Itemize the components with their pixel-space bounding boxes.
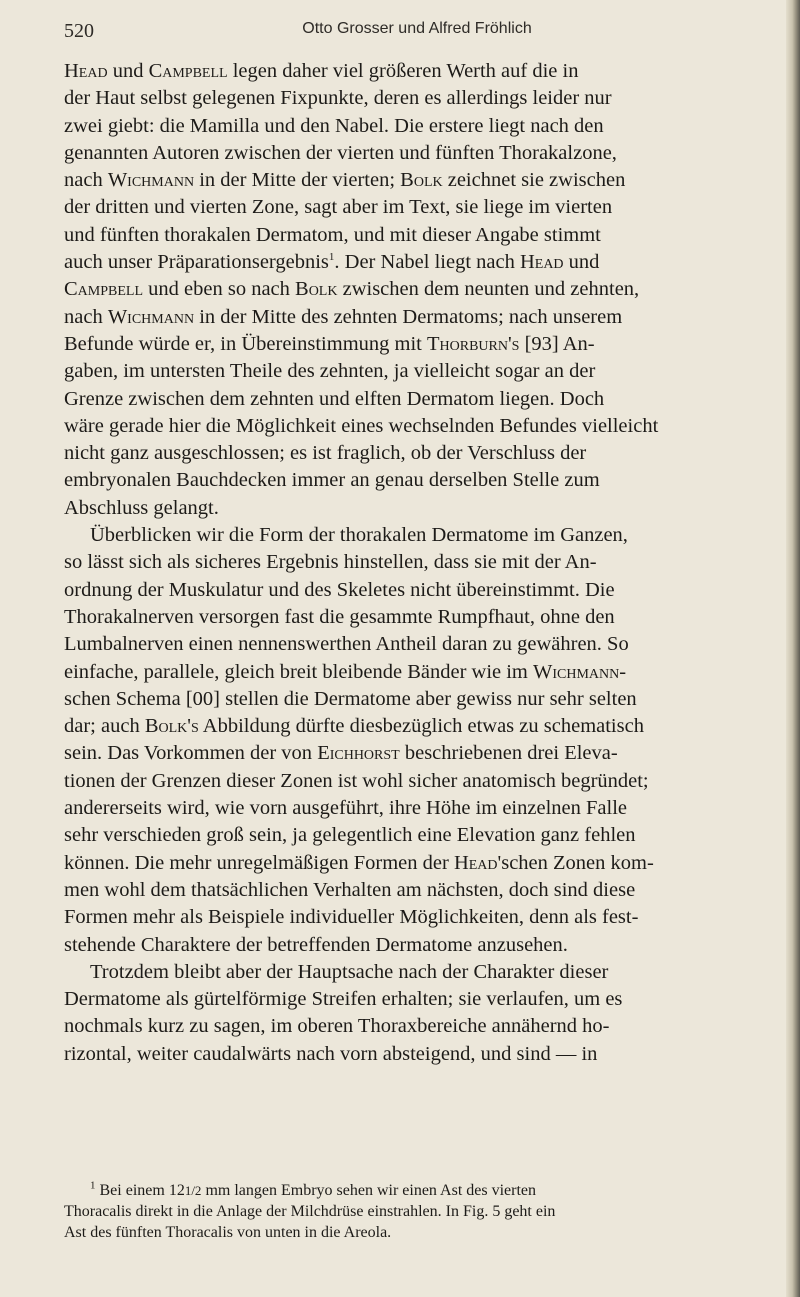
- text-run: beschriebenen drei Eleva-: [399, 742, 618, 765]
- text-run: und fünften thorakalen Dermatom, und mit dieser Angabe stimmt: [64, 223, 601, 246]
- text-line: [64, 659, 784, 686]
- text-line: [64, 686, 784, 713]
- text-line: [64, 1013, 784, 1040]
- author-name: Wichmann: [107, 169, 195, 192]
- text-line: [64, 904, 784, 931]
- text-line: [64, 467, 784, 494]
- text-line: [64, 795, 784, 822]
- author-name: Bolk's: [144, 715, 199, 738]
- text-line: [64, 440, 784, 467]
- footnote-line: [64, 1201, 784, 1222]
- author-name: Head: [64, 60, 108, 82]
- text-run: sehr verschieden groß sein, ja gelegentlich eine Elevation ganz fehlen: [64, 824, 636, 847]
- text-run: in der Mitte des zehnten Dermatoms; nach unserem: [194, 305, 623, 328]
- text-line: [64, 194, 784, 221]
- author-name: Campbell: [64, 278, 144, 301]
- text-run: einfache, parallele, gleich breit bleibende Bänder wie im: [64, 660, 534, 683]
- text-line: [64, 740, 784, 767]
- text-line: [64, 768, 784, 795]
- text-run: nach: [64, 305, 108, 328]
- author-name: Head: [519, 251, 564, 274]
- author-name: Thorburn's: [426, 332, 520, 355]
- text-run: der dritten und vierten Zone, sagt aber im Text, sie liege im vierten: [64, 196, 613, 219]
- footnotes: [64, 1180, 784, 1243]
- text-line: [64, 522, 784, 549]
- text-line: [64, 331, 784, 358]
- text-run: zwei giebt: die Mamilla und den Nabel. Die erstere liegt nach den: [64, 114, 604, 137]
- text-run: ordnung der Muskulatur und des Skeletes nicht übereinstimmt. Die: [64, 578, 615, 601]
- text-line: [64, 877, 784, 904]
- text-line: [64, 986, 784, 1013]
- text-line: [64, 276, 784, 303]
- text-run: legen daher viel größeren Werth auf die in: [227, 60, 579, 82]
- author-name: Wichmann: [107, 305, 195, 328]
- text-run: Bei einem 12: [95, 1182, 185, 1199]
- text-run: rizontal, weiter caudalwärts nach vorn absteigend, und sind — in: [64, 1042, 598, 1065]
- author-name: Eichhorst: [317, 742, 400, 765]
- footnote-line: [64, 1222, 784, 1243]
- text-run: embryonalen Bauchdecken immer an genau derselben Stelle zum: [64, 469, 600, 492]
- text-run: Formen mehr als Beispiele individueller Möglichkeiten, denn als fest-: [64, 906, 639, 929]
- text-run: nicht ganz ausgeschlossen; es ist fraglich, ob der Verschluss der: [64, 442, 587, 465]
- text-line: [64, 304, 784, 331]
- text-run: tionen der Grenzen dieser Zonen ist wohl sicher anatomisch begründet;: [64, 769, 649, 792]
- text-line: [64, 932, 784, 959]
- text-run: auch unser Präparationsergebnis: [64, 251, 329, 274]
- fraction: 1/2: [184, 1183, 202, 1198]
- text-run: nach: [64, 169, 108, 192]
- text-run: in der Mitte der vierten;: [194, 169, 401, 192]
- text-line: [64, 167, 784, 194]
- text-run: und: [563, 251, 600, 274]
- text-run: [93] An-: [519, 332, 595, 355]
- text-run: Trotzdem bleibt aber der Hauptsache nach der Charakter dieser: [90, 960, 609, 983]
- text-run: andererseits wird, wie vorn ausgeführt, ihre Höhe im einzelnen Falle: [64, 797, 627, 820]
- text-run: Abbildung dürfte diesbezüglich etwas zu schematisch: [198, 715, 644, 738]
- author-name: Bolk: [295, 278, 338, 301]
- text-run: zwischen dem neunten und zehnten,: [337, 278, 640, 301]
- text-line: [64, 85, 784, 112]
- text-line: [64, 140, 784, 167]
- text-run: mm langen Embryo sehen wir einen Ast des vierten: [201, 1182, 537, 1199]
- text-line: [64, 222, 784, 249]
- text-run: zeichnet sie zwischen: [442, 169, 626, 192]
- text-run: so lässt sich als sicheres Ergebnis hinstellen, dass sie mit der An-: [64, 551, 597, 574]
- text-run: 'schen Zonen kom-: [497, 851, 654, 874]
- text-run: schen Schema [00] stellen die Dermatome aber gewiss nur sehr selten: [64, 687, 637, 710]
- text-run: Überblicken wir die Form der thorakalen Dermatome im Ganzen,: [90, 524, 628, 547]
- text-run: der Haut selbst gelegenen Fixpunkte, deren es allerdings leider nur: [64, 87, 612, 110]
- text-line: [64, 604, 784, 631]
- running-title: Otto Grosser und Alfred Fröhlich: [302, 20, 532, 37]
- text-run: nochmals kurz zu sagen, im oberen Thoraxbereiche annähernd ho-: [64, 1015, 610, 1038]
- text-run: wäre gerade hier die Möglichkeit eines wechselnden Befundes vielleicht: [64, 414, 659, 437]
- text-run: gaben, im untersten Theile des zehnten, ja vielleicht sogar an der: [64, 360, 596, 383]
- text-line: [64, 358, 784, 385]
- author-name: Wichmann-: [533, 660, 627, 683]
- text-line: [64, 959, 784, 986]
- text-line: [64, 413, 784, 440]
- page-number: 520: [64, 20, 94, 42]
- text-line: [64, 577, 784, 604]
- text-line: [64, 495, 784, 522]
- text-run: und eben so nach: [143, 278, 296, 301]
- text-run: Thorakalnerven versorgen fast die gesammte Rumpfhaut, ohne den: [64, 605, 615, 628]
- text-run: Lumbalnerven einen nennenswerthen Antheil daran zu gewähren. So: [64, 633, 629, 656]
- text-line: [64, 822, 784, 849]
- author-name: Campbell: [148, 60, 228, 82]
- text-run: Thoracalis direkt in die Anlage der Milchdrüse einstrahlen. In Fig. 5 geht ein: [64, 1203, 556, 1220]
- page-header: [64, 20, 770, 48]
- footnote-marker: 1: [328, 251, 335, 264]
- text-line: [64, 850, 784, 877]
- author-name: Head: [453, 851, 498, 874]
- text-run: dar; auch: [64, 715, 145, 738]
- text-run: genannten Autoren zwischen der vierten und fünften Thorakalzone,: [64, 141, 617, 164]
- text-line: [64, 549, 784, 576]
- text-run: sein. Das Vorkommen der von: [64, 742, 318, 765]
- footnote-marker: 1: [90, 1179, 96, 1192]
- text-run: . Der Nabel liegt nach: [334, 251, 520, 274]
- text-run: Ast des fünften Thoracalis von unten in die Areola.: [64, 1224, 392, 1241]
- text-run: men wohl dem thatsächlichen Verhalten am nächsten, doch sind diese: [64, 878, 636, 901]
- text-run: stehende Charaktere der betreffenden Dermatome anzusehen.: [64, 933, 568, 956]
- text-line: [64, 386, 784, 413]
- text-line: [64, 631, 784, 658]
- text-run: können. Die mehr unregelmäßigen Formen der: [64, 851, 454, 874]
- text-run: Dermatome als gürtelförmige Streifen erhalten; sie verlaufen, um es: [64, 988, 623, 1011]
- text-run: Grenze zwischen dem zehnten und elften Dermatom liegen. Doch: [64, 387, 605, 410]
- footnote-line: [64, 1180, 784, 1201]
- body-text: [64, 58, 784, 1068]
- text-run: Abschluss gelangt.: [64, 496, 219, 519]
- author-name: Bolk: [400, 169, 443, 192]
- text-run: und: [107, 60, 149, 82]
- page-edge-shadow: [786, 0, 800, 1297]
- text-line: [64, 58, 784, 85]
- text-line: [64, 1041, 784, 1068]
- text-run: Befunde würde er, in Übereinstimmung mit: [64, 332, 427, 355]
- text-line: [64, 249, 784, 276]
- text-line: [64, 713, 784, 740]
- text-line: [64, 113, 784, 140]
